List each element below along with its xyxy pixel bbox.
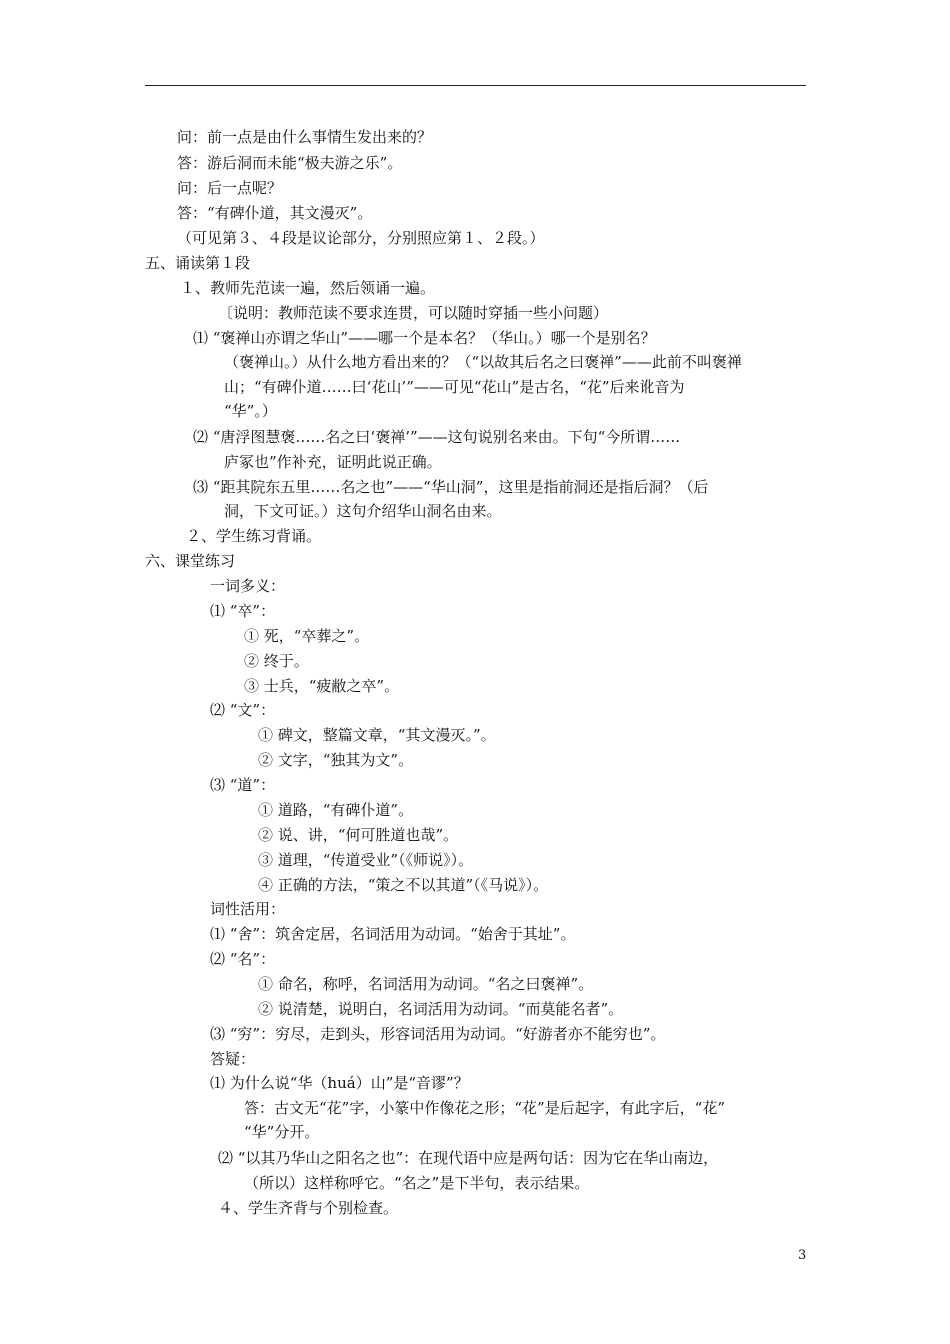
text-line: ⑶ “穷”：穷尽，走到头，形容词活用为动词。“好游者亦不能穷也”。 (210, 1025, 666, 1043)
text-line: （可见第３、４段是议论部分，分别照应第１、２段。） (177, 229, 545, 247)
text-line: 山；“有碑仆道……曰‘花山’”——可见“花山”是古名，“花”后来讹音为 (224, 378, 685, 396)
text-line: “华”。） (224, 402, 277, 420)
subheading: 答疑： (210, 1050, 256, 1068)
text-line: ⑴ “舍”：筑舍定居，名词活用为动词。“始舍于其址”。 (210, 925, 576, 943)
text-line: 答：游后洞而未能“极夫游之乐”。 (177, 154, 403, 172)
text-line: ④ 正确的方法，“策之不以其道”（《马说》）。 (258, 876, 549, 894)
text-line: 答：古文无“花”字，小篆中作像花之形；“花”是后起字，有此字后，“花” (244, 1099, 726, 1117)
subheading: 词性活用： (210, 900, 286, 918)
text-line: 问：前一点是由什么事情生发出来的？ (177, 128, 433, 146)
text-line: 洞，下文可证。）这句介绍华山洞名由来。 (224, 502, 502, 520)
page-number: 3 (798, 1248, 807, 1263)
text-line: ② 终于。 (244, 652, 309, 670)
text-line: ４、学生齐背与个别检查。 (218, 1199, 399, 1217)
section-heading: 五、诵读第１段 (145, 254, 251, 272)
text-line: ② 说清楚，说明白，名词活用为动词。“而莫能名者”。 (258, 1000, 624, 1018)
text-line: ① 道路，“有碑仆道”。 (258, 801, 414, 819)
section-heading: 六、课堂练习 (145, 552, 236, 570)
text-line: ⑴ “褒禅山亦谓之华山”——哪一个是本名？（华山。）哪一个是别名？ (193, 329, 656, 347)
text-line: ① 死，“卒葬之”。 (244, 627, 370, 645)
text-line: ⑴ 为什么说“华（huá）山”是“音谬”？ (210, 1074, 469, 1092)
text-line: ⑵ “文”： (210, 701, 276, 719)
subheading: 一词多义： (210, 577, 286, 595)
text-line: ⑶ “道”： (210, 776, 276, 794)
text-line: １、教师先范读一遍，然后领诵一遍。 (180, 279, 436, 297)
text-line: （褒禅山。）从什么地方看出来的？（“以故其后名之曰褒禅”——此前不叫褒禅 (224, 353, 742, 371)
text-line: 〔说明：教师范读不要求连贯，可以随时穿插一些小问题） (218, 304, 609, 322)
text-line: ⑵ “名”： (210, 950, 276, 968)
text-line: ⑵ “以其乃华山之阳名之也”：在现代语中应是两句话：因为它在华山南边， (218, 1149, 719, 1167)
text-line: ① 碑文，整篇文章，“其文漫灭。”。 (258, 726, 496, 744)
text-line: ① 命名，称呼，名词活用为动词。“名之曰褒禅”。 (258, 975, 594, 993)
text-line: ③ 士兵，“疲敝之卒”。 (244, 677, 400, 695)
text-line: （所以）这样称呼它。“名之”是下半句，表示结果。 (244, 1174, 590, 1192)
text-line: 答：“有碑仆道，其文漫灭”。 (177, 204, 373, 222)
text-line: 庐冢也”作补充，证明此说正确。 (224, 453, 442, 471)
text-line: ⑴ “卒”： (210, 602, 276, 620)
text-line: 问：后一点呢？ (177, 179, 283, 197)
text-line: ２、学生练习背诵。 (186, 527, 322, 545)
text-line: “华”分开。 (244, 1123, 320, 1141)
text-line: ③ 道理，“传道受业”（《师说》）。 (258, 851, 474, 869)
text-line: ② 说、讲，“何可胜道也哉”。 (258, 826, 459, 844)
text-line: ② 文字，“独其为文”。 (258, 751, 414, 769)
text-line: ⑶ “距其院东五里……名之也”——“华山洞”，这里是指前洞还是指后洞？（后 (193, 478, 709, 496)
header-rule (145, 85, 806, 86)
text-line: ⑵ “唐浮图慧褒……名之曰‘褒禅’”——这句说别名来由。下句“今所谓…… (193, 428, 681, 446)
